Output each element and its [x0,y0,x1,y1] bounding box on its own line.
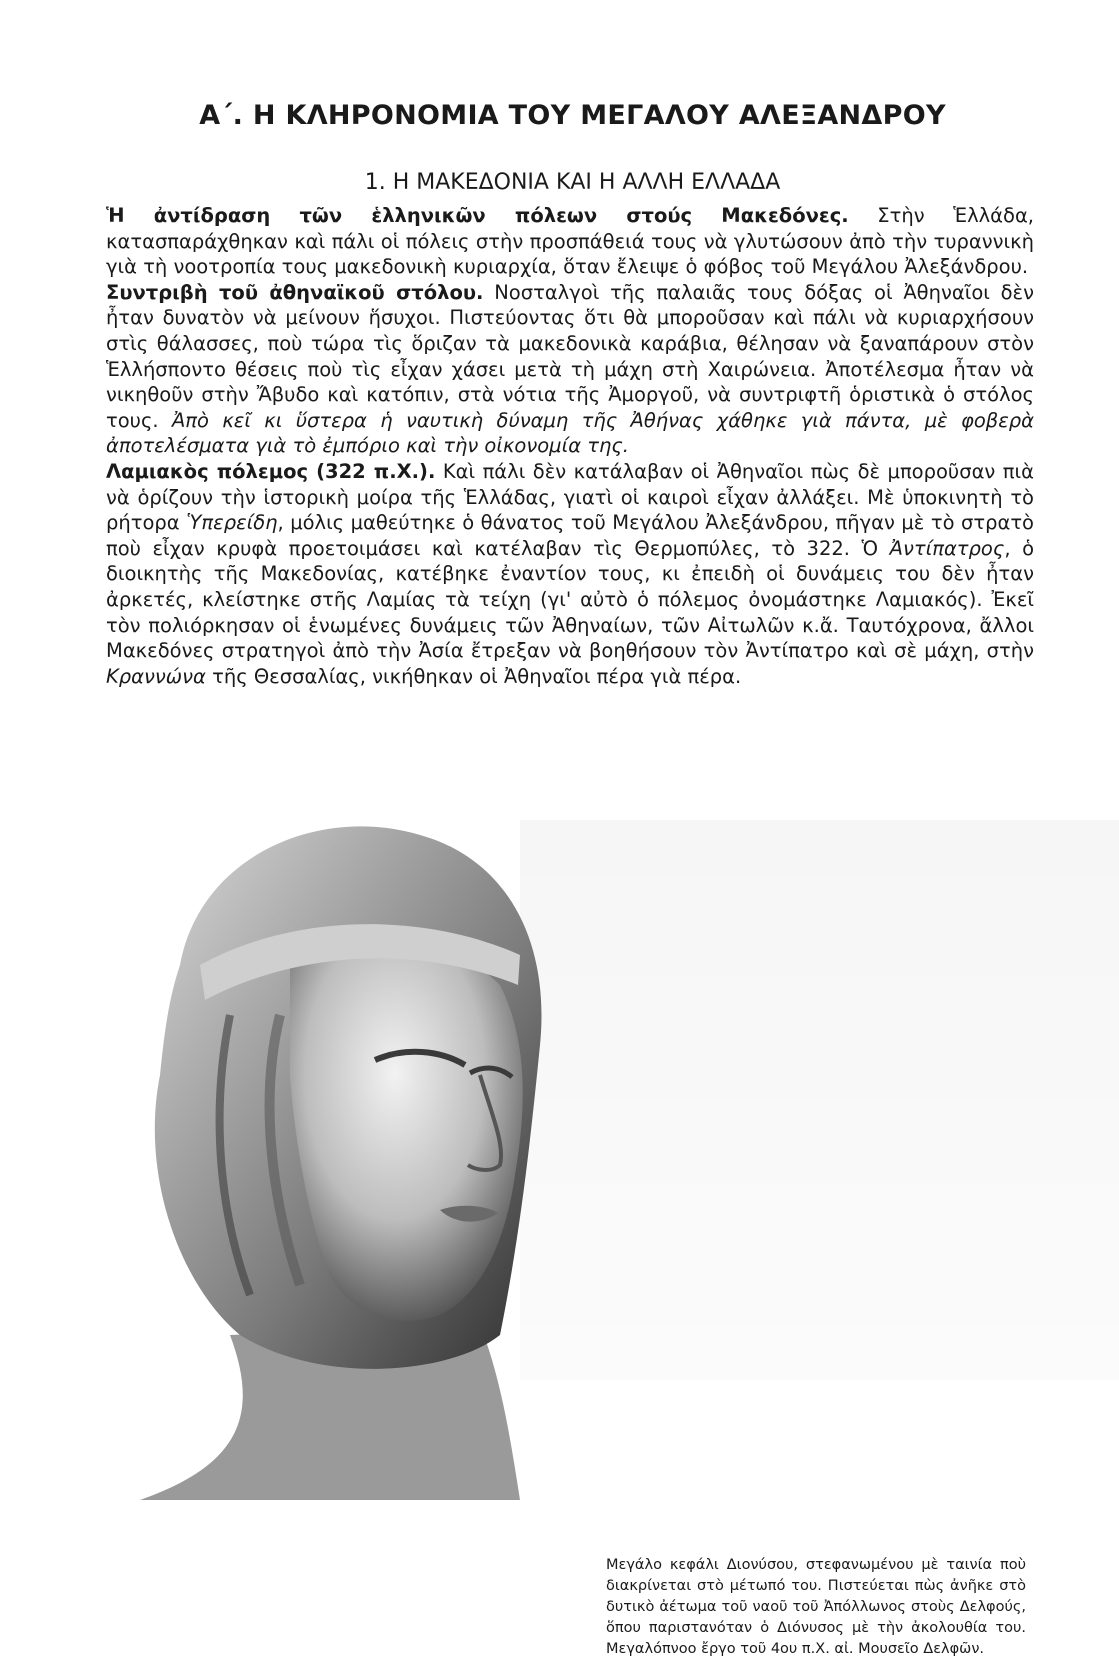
name-crannon: Κραννώνα [106,664,206,688]
section-title: 1. Η ΜΑΚΕΔΟΝΙΑ ΚΑΙ Η ΑΛΛΗ ΕΛΛΑΔΑ [364,170,781,195]
paragraph-lamian-war [106,459,1034,689]
paragraph-italic: Ἀπὸ κεῖ κι ὕστερα ἡ ναυτικὴ δύναμη τῆς Ἀθήνας χάθηκε γιὰ πάντα, μὲ φοβερὰ ἀποτελέσματα γιὰ τὸ ἐμπόριο καὶ τὴν οἰκονομία της. [106,408,1034,458]
paragraph-text: τῆς Θεσσαλίας, νικήθηκαν οἱ Ἀθηναῖοι πέρα γιὰ πέρα. [205,664,742,688]
chapter-title: Α΄. Η ΚΛΗΡΟΝΟΜΙΑ ΤΟΥ ΜΕΓΑΛΟΥ ΑΛΕΞΑΝΔΡΟΥ [199,100,946,131]
figure-caption: Μεγάλο κεφάλι Διονύσου, στεφανωμένου μὲ ταινία ποὺ διακρίνεται στὸ μέτωπό του. Πιστεύεται πὼς ἀνῆκε στὸ δυτικὸ ἀέτωμα τοῦ ναοῦ τοῦ Ἀπόλλωνος στοὺς Δελφούς, ὅπου παριστανόταν ὁ Διόνυσος μὲ τὴν ἀκολουθία του. Μεγαλόπνοο ἔργο τοῦ 4ου π.Χ. αἰ. Μουσεῖο Δελφῶν. [606,1557,1026,1657]
paragraph-text: Νοσταλγοὶ τῆς παλαιᾶς τους δόξας οἱ Ἀθηναῖοι δὲν ἦταν δυνατὸν νὰ μείνουν ἥσυχοι. Πιστεύοντας ὅτι θὰ μποροῦσαν καὶ πάλι νὰ κυριαρχήσουν στὶς θάλασσες, ποὺ τώρα τὶς ὅριζαν τὰ μακεδονικὰ καράβια, θέλησαν νὰ ξαναπάρουν στὸν Ἑλλήσποντο θέσεις ποὺ τὶς εἶχαν χάσει μετὰ τὴ μάχη στὴ Χαιρώνεια. Ἀποτέλεσμα ἦταν νὰ νικηθοῦν στὴν Ἄβυδο καὶ κατόπιν, στὰ νότια τῆς Ἀμοργοῦ, νὰ συντριφτῆ ὁριστικὰ ὁ στόλος τους. [106,280,1034,432]
paragraph-text: , ὁ διοικητὴς τῆς Μακεδονίας, κατέβηκε ἐναντίον τους, κι ἐπειδὴ οἱ δυνάμεις του δὲν ἦταν ἀρκετές, κλείστηκε στῆς Λαμίας τὰ τείχη (γι' αὐτὸ ὁ πόλεμος ὀνομάστηκε Λαμιακός). Ἐκεῖ τὸν πολιόρκησαν οἱ ἑνωμένες δυνάμεις τῶν Ἀθηναίων, τῶν Αἰτωλῶν κ.ἄ. Ταυτόχρονα, ἄλλοι Μακεδόνες στρατηγοὶ ἀπὸ τὴν Ἀσία ἔτρεξαν νὰ βοηθήσουν τὸν Ἀντίπατρο καὶ σὲ μάχη, στὴν [106,536,1034,663]
name-hypereides: Ὑπερείδη [186,511,278,535]
body-text [106,203,1034,689]
name-antipater: Ἀντίπατρος [889,536,1005,560]
paragraph-lead: Λαμιακὸς πόλεμος (322 π.Χ.). [106,459,436,483]
paragraph-fleet [106,280,1034,459]
paragraph-text: Καὶ πάλι δὲν κατάλαβαν οἱ Ἀθηναῖοι πὼς δὲ μποροῦσαν πιὰ νὰ ὁρίζουν τὴν ἱστορικὴ μοίρα τῆς Ἑλλάδας, γιατὶ οἱ καιροὶ εἶχαν ἀλλάξει. Μὲ ὑποκινητὴ τὸ ρήτορα [106,459,1034,535]
paragraph-lead: Ἡ ἀντίδραση τῶν ἑλληνικῶν πόλεων στούς Μακεδόνες. [106,204,849,227]
bleed-through-shadow [520,820,1119,1380]
paragraph-text: Στὴν Ἑλλάδα, κατασπαράχθηκαν καὶ πάλι οἱ πόλεις στὴν προσπάθειά τους νὰ γλυτώσουν ἀπὸ τὴν τυραννικὴ γιὰ τὴ νοοτροπία τους μακεδονικὴ κυριαρχία, ὅταν ἔλειψε ὁ φόβος τοῦ Μεγάλου Ἀλεξάνδρου. [106,204,1034,279]
paragraph-lead: Συντριβὴ τοῦ ἀθηναϊκοῦ στόλου. [106,280,484,304]
dionysus-bust-photo [120,815,560,1500]
paragraph-reaction [106,203,1034,280]
paragraph-text: , μόλις μαθεύτηκε ὁ θάνατος τοῦ Μεγάλου Ἀλεξάνδρου, πῆγαν μὲ τὸ στρατὸ ποὺ εἶχαν κρυφὰ προετοιμάσει καὶ κατέλαβαν τὶς Θερμοπύλες, τὸ 322. Ὁ [106,511,1034,560]
